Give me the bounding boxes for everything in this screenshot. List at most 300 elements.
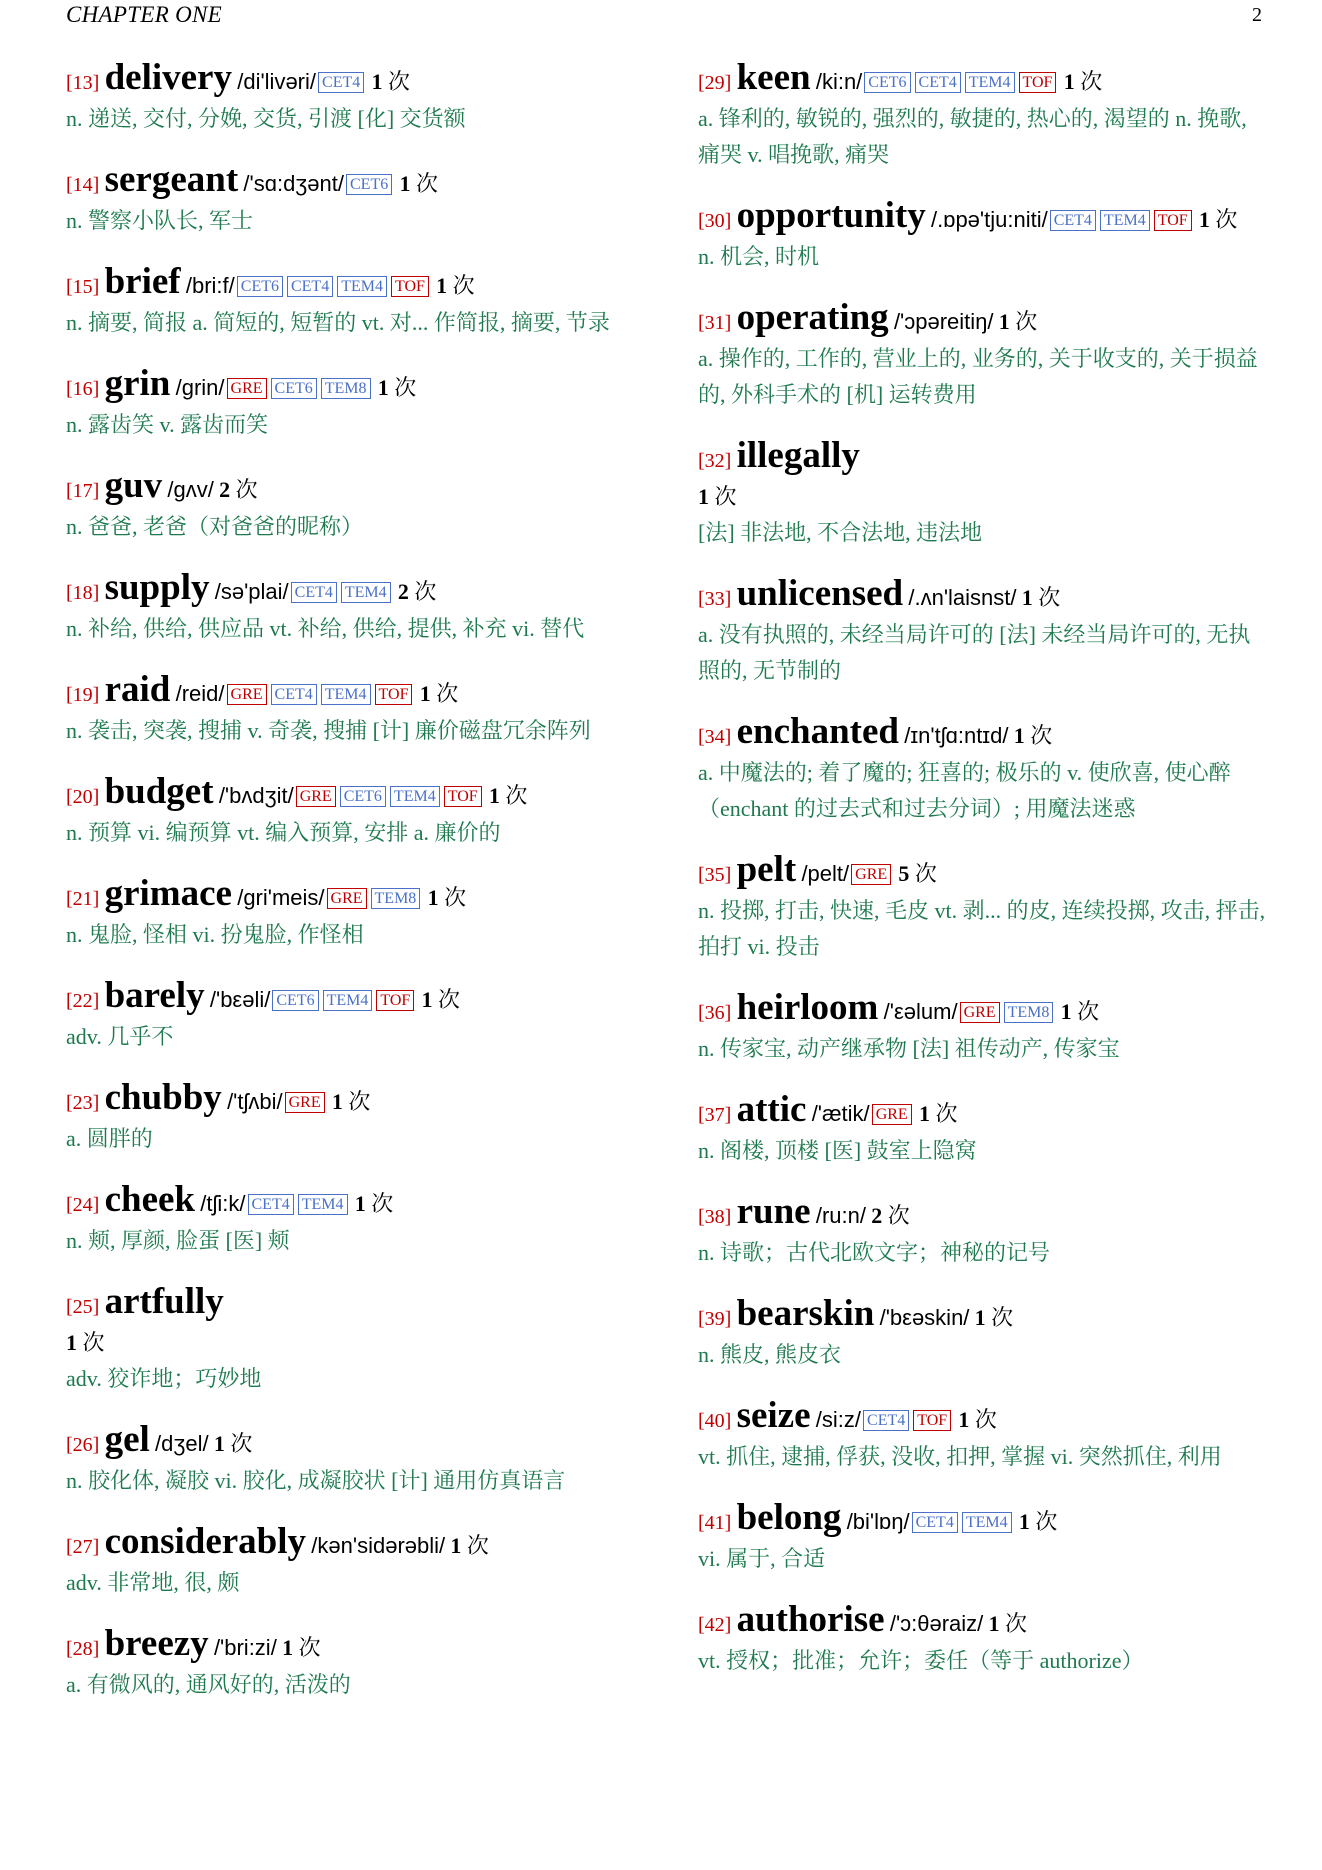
definition: vt. 授权；批准；允许；委任（等于 authorize） [698, 1648, 1144, 1673]
exam-tag: CET4 [287, 276, 333, 297]
count-number: 1 [1018, 1509, 1030, 1534]
exam-tag: TEM4 [390, 786, 440, 807]
vocab-entry [698, 57, 1268, 173]
entry-index: [13] [66, 72, 100, 94]
exam-tag: GRE [227, 378, 267, 399]
definition: vi. 属于, 合适 [698, 1546, 826, 1571]
headword-line [698, 1395, 1268, 1439]
exam-tag: CET4 [291, 582, 337, 603]
count-number: 1 [488, 783, 500, 808]
occurrence-count [698, 484, 737, 509]
exam-tag: CET4 [863, 1410, 909, 1431]
chapter-title: CHAPTER ONE [66, 2, 222, 27]
exam-tag: TEM4 [337, 276, 387, 297]
headword-line [66, 669, 636, 713]
count-unit: 次 [235, 477, 258, 502]
headword: sergeant [104, 159, 239, 200]
definition: adv. 几乎不 [66, 1024, 174, 1049]
occurrence-count [436, 273, 475, 298]
headword: artfully [104, 1281, 224, 1322]
exam-tag: TEM4 [321, 684, 371, 705]
count-unit: 次 [438, 987, 461, 1012]
phonetic: /'ɔ:θəraiz/ [889, 1611, 984, 1636]
count-line [66, 1325, 636, 1361]
definition: n. 摘要, 简报 a. 简短的, 短暂的 vt. 对... 作简报, 摘要, 节录 [66, 310, 610, 335]
count-unit: 次 [1015, 309, 1038, 334]
count-unit: 次 [1080, 69, 1103, 94]
headword: heirloom [736, 987, 879, 1028]
occurrence-count [989, 1611, 1028, 1636]
occurrence-count [66, 1330, 105, 1355]
count-unit: 次 [387, 69, 410, 94]
exam-tag: TEM8 [371, 888, 421, 909]
vocab-entry [66, 975, 636, 1055]
phonetic: /'bri:zi/ [213, 1635, 277, 1660]
vocab-entry [66, 1623, 636, 1703]
entry-index: [40] [698, 1410, 732, 1432]
entry-index: [25] [66, 1296, 100, 1318]
exam-tag: TEM8 [321, 378, 371, 399]
headword-line [698, 1293, 1268, 1337]
definition: vt. 抓住, 逮捕, 俘获, 没收, 扣押, 掌握 vi. 突然抓住, 利用 [698, 1444, 1222, 1469]
vocab-entry [66, 1077, 636, 1157]
headword-line [698, 573, 1268, 617]
count-number: 1 [421, 987, 433, 1012]
headword: grimace [104, 873, 232, 914]
occurrence-count [428, 885, 467, 910]
entry-index: [16] [66, 378, 100, 400]
count-unit: 次 [1035, 1509, 1058, 1534]
phonetic: /'ætik/ [811, 1101, 870, 1126]
headword: breezy [104, 1623, 209, 1664]
occurrence-count [898, 861, 937, 886]
count-number: 1 [436, 273, 448, 298]
headword-line [698, 1599, 1268, 1643]
exam-tag: GRE [296, 786, 336, 807]
phonetic: /kən'sidərəbli/ [311, 1533, 446, 1558]
vocab-entry [66, 465, 636, 545]
occurrence-count [1199, 207, 1238, 232]
count-unit: 次 [887, 1203, 910, 1228]
entry-index: [27] [66, 1536, 100, 1558]
definition: a. 有微风的, 通风好的, 活泼的 [66, 1672, 351, 1697]
occurrence-count [378, 375, 417, 400]
definition: n. 诗歌；古代北欧文字；神秘的记号 [698, 1240, 1051, 1265]
definition: n. 警察小队长, 军士 [66, 208, 254, 233]
vocab-entry [698, 849, 1268, 965]
page-number: 2 [1252, 3, 1262, 26]
exam-tag: TEM8 [1004, 1002, 1054, 1023]
exam-tag: TOF [1019, 72, 1057, 93]
exam-tag: CET4 [271, 684, 317, 705]
occurrence-count [398, 579, 437, 604]
count-unit: 次 [1005, 1611, 1028, 1636]
definition: n. 熊皮, 熊皮衣 [698, 1342, 842, 1367]
phonetic: /'εəlum/ [883, 999, 958, 1024]
phonetic: /di'livəri/ [237, 69, 317, 94]
phonetic: /ki:n/ [815, 69, 863, 94]
headword-line [66, 567, 636, 611]
entry-index: [20] [66, 786, 100, 808]
count-unit: 次 [505, 783, 528, 808]
count-unit: 次 [714, 484, 737, 509]
count-unit: 次 [82, 1330, 105, 1355]
headword: budget [104, 771, 214, 812]
entry-index: [28] [66, 1638, 100, 1660]
count-unit: 次 [415, 171, 438, 196]
headword-line [66, 1521, 636, 1565]
headword-line [698, 1191, 1268, 1235]
headword: guv [104, 465, 163, 506]
headword-line [66, 1623, 636, 1667]
vocab-entry [66, 159, 636, 239]
headword: authorise [736, 1599, 885, 1640]
count-unit: 次 [444, 885, 467, 910]
headword: rune [736, 1191, 811, 1232]
phonetic: /'ɔpəreitiŋ/ [893, 309, 994, 334]
entry-index: [35] [698, 864, 732, 886]
occurrence-count [332, 1089, 371, 1114]
headword: bearskin [736, 1293, 875, 1334]
phonetic: /'sɑ:dʒənt/ [243, 171, 344, 196]
headword: chubby [104, 1077, 222, 1118]
headword-line [66, 261, 636, 305]
occurrence-count [214, 1431, 253, 1456]
exam-tag: TOF [444, 786, 482, 807]
exam-tag: TOF [1154, 210, 1192, 231]
count-number: 1 [377, 375, 389, 400]
definition: n. 鬼脸, 怪相 vi. 扮鬼脸, 作怪相 [66, 922, 364, 947]
occurrence-count [399, 171, 438, 196]
entry-index: [37] [698, 1104, 732, 1126]
definition: n. 颊, 厚颜, 脸蛋 [医] 颊 [66, 1228, 290, 1253]
definition: a. 中魔法的; 着了魔的; 狂喜的; 极乐的 v. 使欣喜, 使心醉（enchant 的过去式和过去分词）; 用魔法迷惑 [698, 760, 1231, 821]
count-number: 1 [1060, 999, 1072, 1024]
exam-tag: GRE [872, 1104, 912, 1125]
count-number: 2 [219, 477, 231, 502]
vocab-entry [66, 363, 636, 443]
headword: seize [736, 1395, 811, 1436]
definition: n. 爸爸, 老爸（对爸爸的昵称） [66, 514, 364, 539]
entry-index: [19] [66, 684, 100, 706]
exam-tag: GRE [227, 684, 267, 705]
vocab-entry [66, 1419, 636, 1499]
headword: pelt [736, 849, 797, 890]
headword-line [66, 363, 636, 407]
phonetic: /gʌv/ [167, 477, 214, 502]
exam-tag: TOF [913, 1410, 951, 1431]
phonetic: /reid/ [175, 681, 225, 706]
entry-index: [17] [66, 480, 100, 502]
vocab-entry [698, 1089, 1268, 1169]
entry-index: [29] [698, 72, 732, 94]
definition: a. 锋利的, 敏锐的, 强烈的, 敏捷的, 热心的, 渴望的 n. 挽歌, 痛哭 v. 唱挽歌, 痛哭 [698, 106, 1247, 167]
vocab-entry [698, 1395, 1268, 1475]
count-number: 1 [958, 1407, 970, 1432]
count-unit: 次 [436, 681, 459, 706]
count-number: 1 [331, 1089, 343, 1114]
vocab-entry [698, 435, 1268, 551]
headword: barely [104, 975, 205, 1016]
count-unit: 次 [914, 861, 937, 886]
right-column [698, 57, 1268, 1704]
phonetic: /bri:f/ [185, 273, 235, 298]
entry-index: [22] [66, 990, 100, 1012]
count-unit: 次 [414, 579, 437, 604]
headword-line [66, 1077, 636, 1121]
count-unit: 次 [1077, 999, 1100, 1024]
headword: grin [104, 363, 171, 404]
count-number: 1 [427, 885, 439, 910]
definition: a. 操作的, 工作的, 营业上的, 业务的, 关于收支的, 关于损益的, 外科手术的 [机] 运转费用 [698, 346, 1258, 407]
headword-line [698, 1089, 1268, 1133]
occurrence-count [919, 1101, 958, 1126]
exam-tag: TEM4 [962, 1512, 1012, 1533]
page-header [66, 0, 1262, 30]
count-number: 1 [354, 1191, 366, 1216]
count-number: 1 [66, 1330, 77, 1355]
entry-index: [14] [66, 174, 100, 196]
definition: a. 圆胖的 [66, 1126, 153, 1151]
definition: n. 机会, 时机 [698, 244, 820, 269]
entry-index: [41] [698, 1512, 732, 1534]
occurrence-count [871, 1203, 910, 1228]
vocab-entry [66, 1521, 636, 1601]
headword-line [698, 1497, 1268, 1541]
phonetic: /sə'plai/ [214, 579, 289, 604]
count-number: 1 [1063, 69, 1075, 94]
phonetic: /ru:n/ [815, 1203, 866, 1228]
entry-index: [39] [698, 1308, 732, 1330]
count-number: 2 [397, 579, 409, 604]
vocab-entry [66, 567, 636, 647]
exam-tag: CET4 [318, 72, 364, 93]
headword-line [66, 465, 636, 509]
definition: n. 胶化体, 凝胶 vi. 胶化, 成凝胶状 [计] 通用仿真语言 [66, 1468, 566, 1493]
exam-tag: CET6 [272, 990, 318, 1011]
occurrence-count [371, 69, 410, 94]
headword: brief [104, 261, 181, 302]
definition: adv. 狡诈地；巧妙地 [66, 1366, 262, 1391]
phonetic: /'tʃʌbi/ [227, 1089, 283, 1114]
phonetic: /.ʌn'laisnst/ [908, 585, 1017, 610]
count-number: 1 [419, 681, 431, 706]
definition: adv. 非常地, 很, 颇 [66, 1570, 240, 1595]
entry-index: [21] [66, 888, 100, 910]
headword: opportunity [736, 195, 926, 236]
count-number: 2 [871, 1203, 883, 1228]
count-unit: 次 [348, 1089, 371, 1114]
phonetic: /dʒel/ [155, 1431, 209, 1456]
occurrence-count [355, 1191, 394, 1216]
headword: cheek [104, 1179, 196, 1220]
vocab-entry [66, 1281, 636, 1397]
exam-tag: GRE [851, 864, 891, 885]
exam-tag: TOF [376, 990, 414, 1011]
exam-tag: GRE [285, 1092, 325, 1113]
definition: n. 投掷, 打击, 快速, 毛皮 vt. 剥... 的皮, 连续投掷, 攻击, 抨击, 拍打 vi. 投击 [698, 898, 1266, 959]
headword: raid [104, 669, 171, 710]
count-number: 1 [282, 1635, 294, 1660]
headword-line [66, 57, 636, 101]
vocab-entry [66, 57, 636, 137]
phonetic: /grin/ [175, 375, 225, 400]
exam-tag: CET4 [248, 1194, 294, 1215]
phonetic: /si:z/ [815, 1407, 862, 1432]
entry-index: [33] [698, 588, 732, 610]
exam-tag: TOF [391, 276, 429, 297]
vocab-entry [66, 873, 636, 953]
vocab-entry [698, 1497, 1268, 1577]
occurrence-count [975, 1305, 1014, 1330]
occurrence-count [420, 681, 459, 706]
exam-tag: TEM4 [341, 582, 391, 603]
occurrence-count [422, 987, 461, 1012]
headword-line [66, 975, 636, 1019]
count-number: 1 [698, 484, 709, 509]
exam-tag: TEM4 [323, 990, 373, 1011]
count-unit: 次 [991, 1305, 1014, 1330]
vocab-entry [698, 711, 1268, 827]
phonetic: /ɪn'tʃɑ:ntɪd/ [904, 723, 1009, 748]
exam-tag: TOF [375, 684, 413, 705]
vocab-entry [698, 1293, 1268, 1373]
vocab-entry [66, 771, 636, 851]
entry-index: [31] [698, 312, 732, 334]
headword: delivery [104, 57, 232, 98]
exam-tag: CET6 [237, 276, 283, 297]
count-number: 5 [898, 861, 910, 886]
count-number: 1 [974, 1305, 986, 1330]
left-column [66, 57, 636, 1728]
occurrence-count [1064, 69, 1103, 94]
count-unit: 次 [394, 375, 417, 400]
vocab-entry [66, 261, 636, 341]
exam-tag: TEM4 [965, 72, 1015, 93]
occurrence-count [1014, 723, 1053, 748]
headword-line [698, 711, 1268, 755]
count-unit: 次 [935, 1101, 958, 1126]
vocab-entry [698, 297, 1268, 413]
vocab-entry [698, 573, 1268, 689]
count-unit: 次 [230, 1431, 253, 1456]
count-number: 1 [1013, 723, 1025, 748]
count-number: 1 [1021, 585, 1033, 610]
occurrence-count [489, 783, 528, 808]
count-number: 1 [988, 1611, 1000, 1636]
exam-tag: CET6 [346, 174, 392, 195]
phonetic: /'bεəli/ [209, 987, 271, 1012]
count-unit: 次 [1038, 585, 1061, 610]
count-number: 1 [918, 1101, 930, 1126]
headword: attic [736, 1089, 807, 1130]
phonetic: /tʃi:k/ [200, 1191, 246, 1216]
headword-line [698, 195, 1268, 239]
phonetic: /'bεəskin/ [879, 1305, 970, 1330]
vocab-entry [66, 1179, 636, 1259]
definition: [法] 非法地, 不合法地, 违法地 [698, 520, 983, 545]
headword-line [698, 297, 1268, 341]
headword: belong [736, 1497, 842, 1538]
definition: n. 递送, 交付, 分娩, 交货, 引渡 [化] 交货额 [66, 106, 466, 131]
headword: operating [736, 297, 889, 338]
exam-tag: TEM4 [1100, 210, 1150, 231]
headword: illegally [736, 435, 860, 476]
headword-line [66, 159, 636, 203]
definition: n. 传家宝, 动产继承物 [法] 祖传动产, 传家宝 [698, 1036, 1120, 1061]
exam-tag: CET4 [912, 1512, 958, 1533]
phonetic: /'bʌdʒit/ [218, 783, 294, 808]
phonetic: /.ɒpə'tju:niti/ [930, 207, 1048, 232]
vocab-entry [698, 1191, 1268, 1271]
headword-line [66, 771, 636, 815]
exam-tag: GRE [960, 1002, 1000, 1023]
exam-tag: CET4 [1050, 210, 1096, 231]
vocab-entry [698, 987, 1268, 1067]
entry-index: [26] [66, 1434, 100, 1456]
definition: n. 露齿笑 v. 露齿而笑 [66, 412, 269, 437]
vocab-entry [698, 1599, 1268, 1679]
headword-line [66, 1179, 636, 1223]
entry-index: [15] [66, 276, 100, 298]
count-unit: 次 [298, 1635, 321, 1660]
phonetic: /bi'lɒŋ/ [846, 1509, 910, 1534]
exam-tag: CET6 [340, 786, 386, 807]
count-number: 1 [998, 309, 1010, 334]
count-unit: 次 [452, 273, 475, 298]
phonetic: /pelt/ [801, 861, 850, 886]
count-unit: 次 [371, 1191, 394, 1216]
entry-index: [34] [698, 726, 732, 748]
occurrence-count [958, 1407, 997, 1432]
entry-index: [18] [66, 582, 100, 604]
occurrence-count [1022, 585, 1061, 610]
headword-line [66, 873, 636, 917]
count-line [698, 479, 1268, 515]
definition: n. 补给, 供给, 供应品 vt. 补给, 供给, 提供, 补充 vi. 替代 [66, 616, 585, 641]
entry-index: [23] [66, 1092, 100, 1114]
count-number: 1 [371, 69, 383, 94]
occurrence-count [1061, 999, 1100, 1024]
definition: n. 预算 vi. 编预算 vt. 编入预算, 安排 a. 廉价的 [66, 820, 501, 845]
exam-tag: CET4 [915, 72, 961, 93]
definition: n. 阁楼, 顶楼 [医] 鼓室上隐窝 [698, 1138, 977, 1163]
occurrence-count [219, 477, 258, 502]
occurrence-count [999, 309, 1038, 334]
headword-line [698, 57, 1268, 101]
headword: enchanted [736, 711, 899, 752]
entry-index: [32] [698, 450, 732, 472]
headword-line [698, 435, 1268, 479]
headword: keen [736, 57, 811, 98]
vocab-entry [698, 195, 1268, 275]
definition: n. 袭击, 突袭, 搜捕 v. 奇袭, 搜捕 [计] 廉价磁盘冗余阵列 [66, 718, 591, 743]
occurrence-count [450, 1533, 489, 1558]
exam-tag: CET6 [271, 378, 317, 399]
headword-line [66, 1419, 636, 1463]
headword-line [66, 1281, 636, 1325]
entry-index: [42] [698, 1614, 732, 1636]
count-unit: 次 [1030, 723, 1053, 748]
count-number: 1 [213, 1431, 225, 1456]
count-unit: 次 [466, 1533, 489, 1558]
headword: unlicensed [736, 573, 904, 614]
headword: considerably [104, 1521, 307, 1562]
count-unit: 次 [974, 1407, 997, 1432]
headword: gel [104, 1419, 150, 1460]
entry-index: [30] [698, 210, 732, 232]
vocab-entry [66, 669, 636, 749]
